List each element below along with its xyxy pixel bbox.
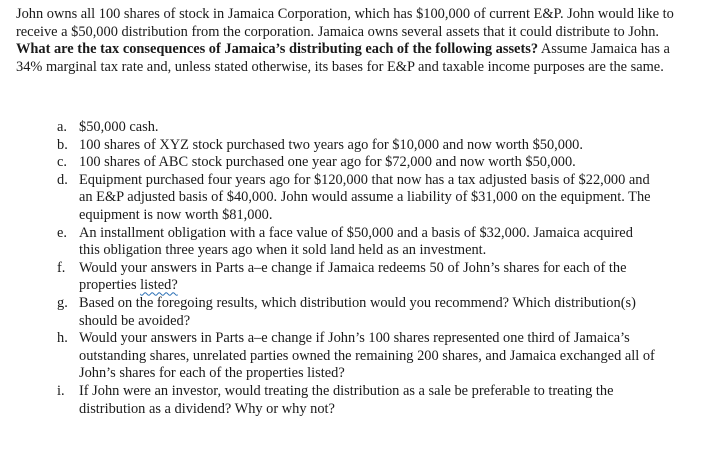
- item-text: 100 shares of XYZ stock purchased two years ago for $10,000 and now worth $50,000.: [79, 136, 583, 153]
- item-marker: e.: [57, 224, 67, 241]
- list-item-h: [57, 330, 657, 383]
- item-text: Based on the foregoing results, which distribution would you recommend? Which distribution(s) should be avoided?: [79, 294, 636, 329]
- item-text: $50,000 cash.: [79, 119, 159, 135]
- list-item-g: [57, 295, 657, 330]
- item-text: Would your answers in Parts a–e change if John’s 100 shares represented one third of Jamaica’s outstanding shares, unrelated parties owned the remaining 200 shares, and Jamaica exchanged all of John’s shares for each of the properties listed?: [79, 330, 655, 382]
- item-marker: b.: [57, 136, 68, 153]
- item-text: Would your answers in Parts a–e change if Jamaica redeems 50 of John’s shares for each of the properties: [79, 259, 627, 294]
- item-marker: c.: [57, 154, 67, 171]
- item-marker: d.: [57, 171, 68, 188]
- item-marker: i.: [57, 382, 65, 399]
- item-text: An installment obligation with a face value of $50,000 and a basis of $32,000. Jamaica acquired this obligation three years ago when it sold land held as an investment.: [79, 224, 633, 259]
- item-text: If John were an investor, would treating the distribution as a sale be preferable to treating the distribution as a dividend? Why or why not?: [79, 382, 614, 417]
- intro-text-part2: Assume Jamaica has a 34% marginal tax rate and, unless stated otherwise, its bases for E&P and taxable income purposes are the same.: [16, 41, 670, 75]
- list-item-b: [57, 137, 657, 155]
- intro-question-bold: What are the tax consequences of Jamaica’s distributing each of the following assets?: [16, 41, 539, 58]
- list-item-i: [57, 383, 657, 418]
- list-item-e: [57, 225, 657, 260]
- list-item-a: [57, 119, 657, 137]
- item-marker: a.: [57, 119, 67, 135]
- item-marker: g.: [57, 294, 68, 311]
- item-marker: f.: [57, 259, 66, 276]
- list-item-f: [57, 260, 657, 295]
- document-page: [16, 6, 696, 417]
- intro-text-part1: John owns all 100 shares of stock in Jamaica Corporation, which has $100,000 of current E&P. John would like to receive a $50,000 distribution from the corporation. Jamaica owns several assets that it could distribute to John.: [16, 6, 674, 40]
- spellcheck-underlined-word: listed?: [140, 277, 178, 294]
- list-item-c: [57, 154, 657, 172]
- question-list: [57, 119, 657, 418]
- problem-intro: [16, 6, 696, 76]
- list-item-d: [57, 172, 657, 225]
- item-marker: h.: [57, 330, 68, 347]
- item-text: 100 shares of ABC stock purchased one year ago for $72,000 and now worth $50,000.: [79, 154, 576, 171]
- item-text: Equipment purchased four years ago for $120,000 that now has a tax adjusted basis of $22,000 and an E&P adjusted basis of $40,000. John would assume a liability of $31,000 on the equipment. The equipment is now worth $81,000.: [79, 171, 651, 223]
